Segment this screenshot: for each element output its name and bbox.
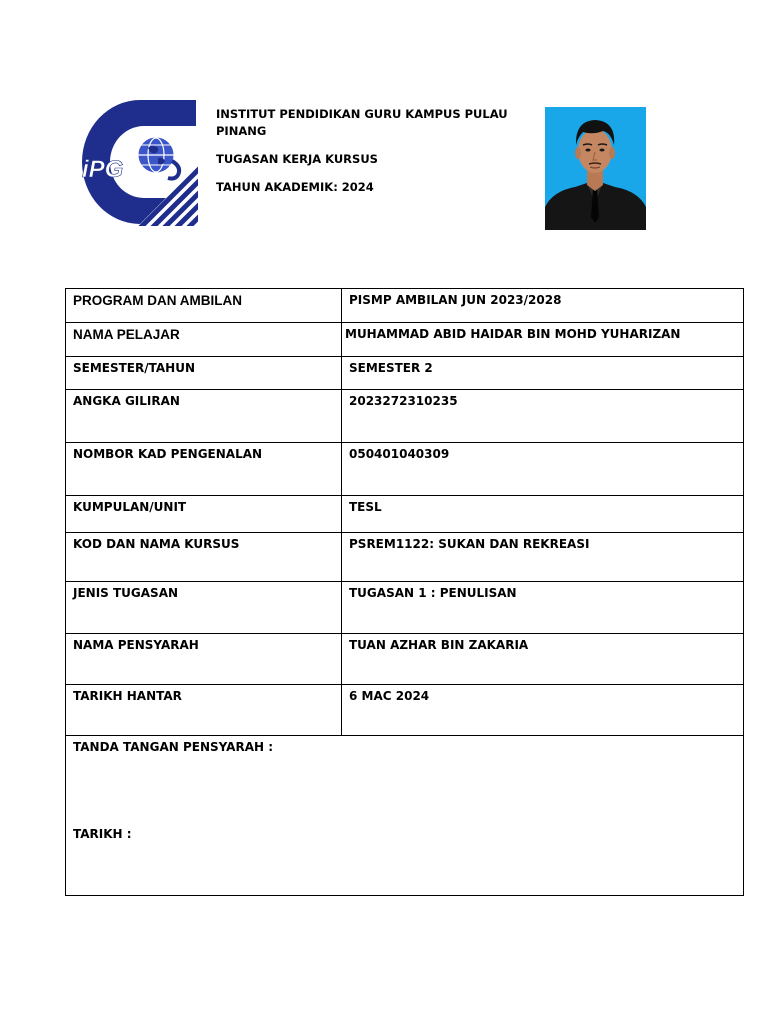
table-row [66, 533, 744, 582]
table-row [66, 582, 744, 634]
row-label-ic-number: NOMBOR KAD PENGENALAN [66, 443, 342, 496]
row-value-course: PSREM1122: SUKAN DAN REKREASI [342, 533, 744, 582]
row-value-index-number: 2023272310235 [342, 390, 744, 443]
row-value-assignment-type: TUGASAN 1 : PENULISAN [342, 582, 744, 634]
row-value-group: TESL [342, 496, 744, 533]
row-label-course: KOD DAN NAMA KURSUS [66, 533, 342, 582]
date-label: TARIKH : [73, 827, 132, 841]
signature-cell [66, 736, 744, 896]
ipg-logo [80, 98, 198, 226]
row-label-program: PROGRAM DAN AMBILAN [66, 289, 342, 323]
table-row [66, 634, 744, 685]
institute-name-line2: PINANG [216, 124, 267, 138]
logo-text: iPG [82, 156, 124, 183]
row-value-ic-number: 050401040309 [342, 443, 744, 496]
table-row [66, 685, 744, 736]
row-label-lecturer: NAMA PENSYARAH [66, 634, 342, 685]
table-row [66, 357, 744, 390]
academic-year: TAHUN AKADEMIK: 2024 [216, 180, 374, 194]
signature-label: TANDA TANGAN PENSYARAH : [73, 740, 274, 754]
row-value-program: PISMP AMBILAN JUN 2023/2028 [342, 289, 744, 323]
signature-row [66, 736, 744, 896]
row-label-semester: SEMESTER/TAHUN [66, 357, 342, 390]
institute-name-line1: INSTITUT PENDIDIKAN GURU KAMPUS PULAU [216, 107, 508, 121]
student-photo [545, 107, 646, 230]
row-value-student-name: MUHAMMAD ABID HAIDAR BIN MOHD YUHARIZAN [342, 323, 744, 357]
row-label-student-name: NAMA PELAJAR [66, 323, 342, 357]
table-row [66, 323, 744, 357]
row-label-group: KUMPULAN/UNIT [66, 496, 342, 533]
row-label-submission-date: TARIKH HANTAR [66, 685, 342, 736]
assignment-title: TUGASAN KERJA KURSUS [216, 152, 378, 166]
table-row [66, 496, 744, 533]
row-label-assignment-type: JENIS TUGASAN [66, 582, 342, 634]
row-value-lecturer: TUAN AZHAR BIN ZAKARIA [342, 634, 744, 685]
row-value-semester: SEMESTER 2 [342, 357, 744, 390]
table-row [66, 289, 744, 323]
student-info-table [65, 288, 744, 896]
table-row [66, 390, 744, 443]
header-block [216, 106, 516, 196]
row-label-index-number: ANGKA GILIRAN [66, 390, 342, 443]
table-row [66, 443, 744, 496]
row-value-submission-date: 6 MAC 2024 [342, 685, 744, 736]
